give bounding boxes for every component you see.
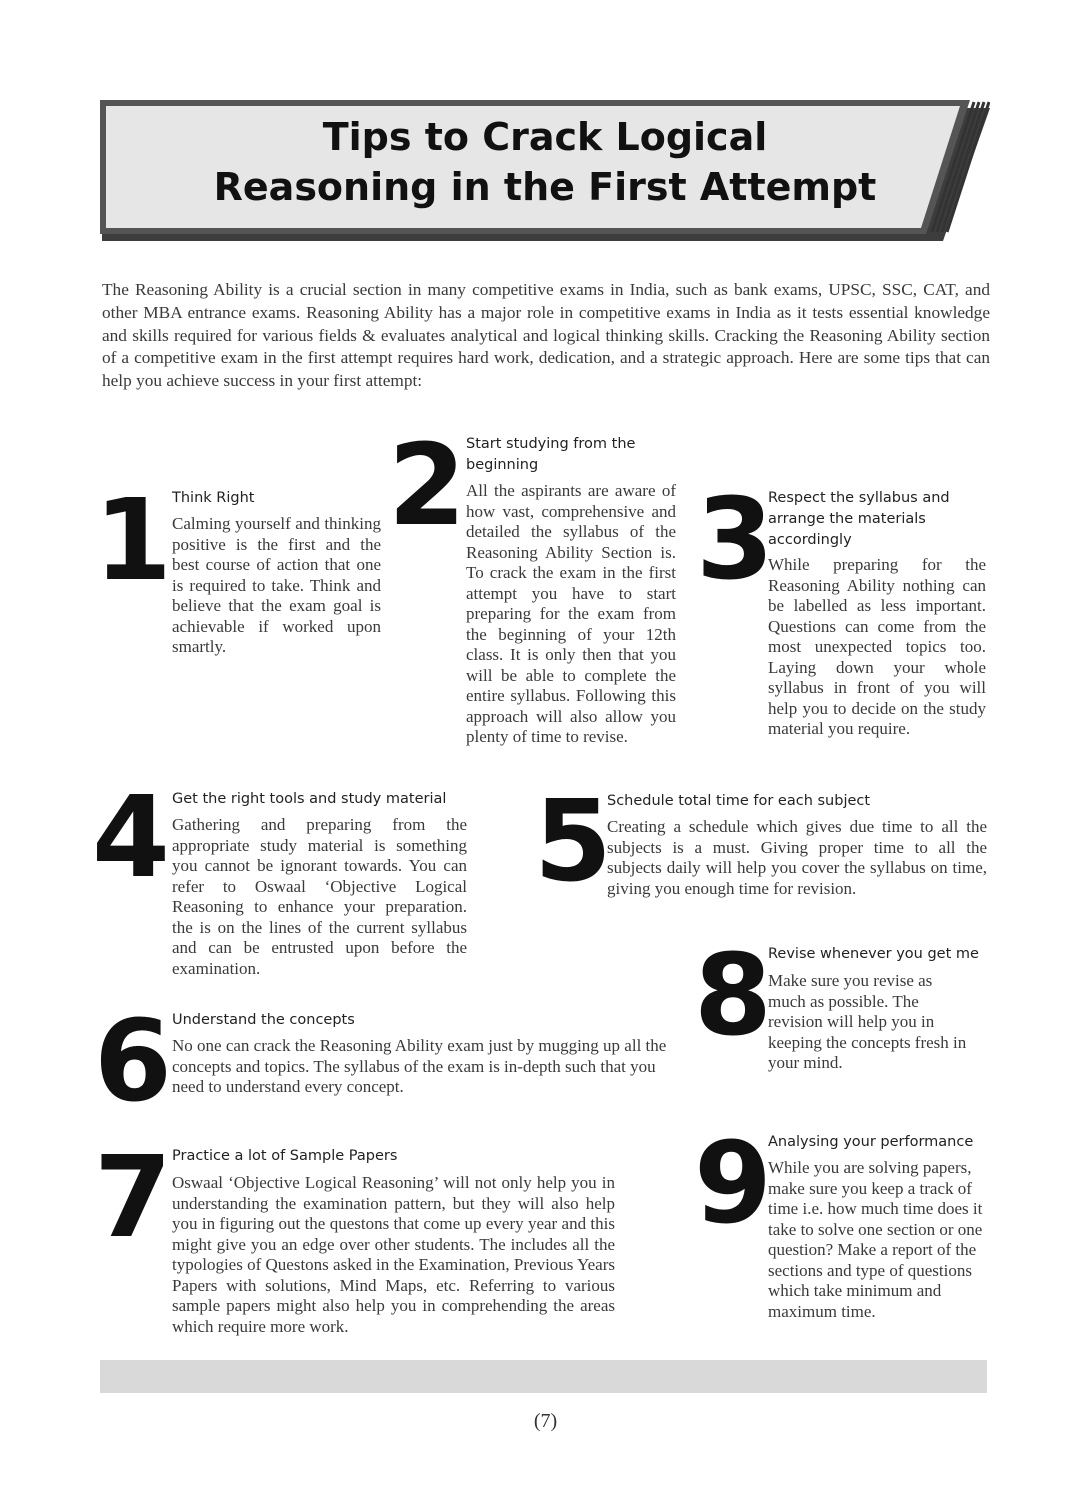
tip-number-5: 5: [534, 777, 608, 907]
tip-number-6: 6: [94, 997, 168, 1127]
page-title-line1: Tips to Crack Logical: [322, 115, 768, 159]
tip-number-4: 4: [92, 773, 166, 903]
tip-title-5: Schedule total time for each subject: [607, 793, 871, 809]
intro-paragraph: The Reasoning Ability is a crucial section in many competitive exams in India, such as bank exams, UPSC, SSC, CAT, and other MBA entrance exams. Reasoning Ability has a major role in competitive exams in India as it tests essential knowledge and skills required for various fields & evaluates analytical and logical thinking skills. Cracking the Reasoning Ability section of a competitive exam in the first attempt requires hard work, dedication, and a strategic approach. Here are some tips that can help you achieve success in your first attempt:: [102, 280, 990, 391]
tip-body-7: Oswaal ‘Objective Logical Reasoning’ will not only help you in understanding the examination pattern, but they will also help you in figuring out the questons that come up every year and this might give you an edge over other students. The includes all the typologies of Questons asked in the Examination, Previous Years Papers with solutions, Mind Maps, etc. Referring to various sample papers might also help you in comprehending the areas which require more work.: [172, 1173, 615, 1336]
page-title: [100, 112, 990, 212]
tip-title-9: Analysing your performance: [768, 1134, 974, 1150]
page-title-line2: Reasoning in the First Attempt: [213, 165, 877, 209]
tip-title-8: Revise whenever you get me: [768, 946, 979, 962]
tip-body-2: All the aspirants are aware of how vast, comprehensive and detailed the syllabus of the Reasoning Ability Section is. To crack the exam in the first attempt you have to start preparing for the exam from the beginning of your 12th class. It is only then that you will be able to complete the entire syllabus. Following this approach will also allow you plenty of time to revise.: [466, 481, 676, 746]
tip-title-1: Think Right: [172, 490, 255, 506]
tip-number-7: 7: [94, 1133, 168, 1263]
tip-title-7: Practice a lot of Sample Papers: [172, 1148, 398, 1164]
footer-bar: [100, 1360, 987, 1393]
tip-body-8: Make sure you revise as much as possible. The revision will help you in keeping the concepts fresh in your mind.: [768, 971, 967, 1072]
tip-title-4: Get the right tools and study material: [172, 791, 447, 807]
tip-body-3: While preparing for the Reasoning Ability nothing can be labelled as less important. Questions can come from the most unexpected topics too. Laying down your whole syllabus in front of you will help you to decide on the study material you require.: [768, 555, 986, 738]
tip-number-3: 3: [696, 475, 770, 605]
tip-number-8: 8: [694, 931, 768, 1061]
title-banner: [100, 100, 990, 245]
tip-body-6: No one can crack the Reasoning Ability exam just by mugging up all the concepts and topics. The syllabus of the exam is in-depth such that you need to understand every concept.: [172, 1036, 667, 1096]
tip-body-9: While you are solving papers, make sure you keep a track of time i.e. how much time does it take to solve one section or one question? Make a report of the sections and type of questions which take minimum and maximum time.: [768, 1158, 983, 1321]
tip-number-2: 2: [388, 421, 462, 551]
tip-body-4: Gathering and preparing from the appropriate study material is something you cannot be ignorant towards. You can refer to Oswaal ‘Objective Logical Reasoning to enhance your preparation. the is on the lines of the current syllabus and can be entrusted upon before the examination.: [172, 815, 467, 978]
tip-body-5: Creating a schedule which gives due time to all the subjects is a must. Giving proper time to all the subjects daily will help you cover the syllabus on time, giving you enough time for revision.: [607, 817, 987, 898]
tip-title-3: Respect the syllabus and arrange the materials accordingly: [768, 490, 950, 548]
tip-number-9: 9: [694, 1119, 768, 1249]
tip-title-2: Start studying from the beginning: [466, 436, 636, 473]
tip-body-1: Calming yourself and thinking positive is the first and the best course of action that one is required to take. Think and believe that the exam goal is achievable if worked upon smartly.: [172, 514, 381, 656]
tip-title-6: Understand the concepts: [172, 1012, 355, 1028]
tip-number-1: 1: [94, 476, 168, 606]
page-number: (7): [533, 1410, 558, 1432]
